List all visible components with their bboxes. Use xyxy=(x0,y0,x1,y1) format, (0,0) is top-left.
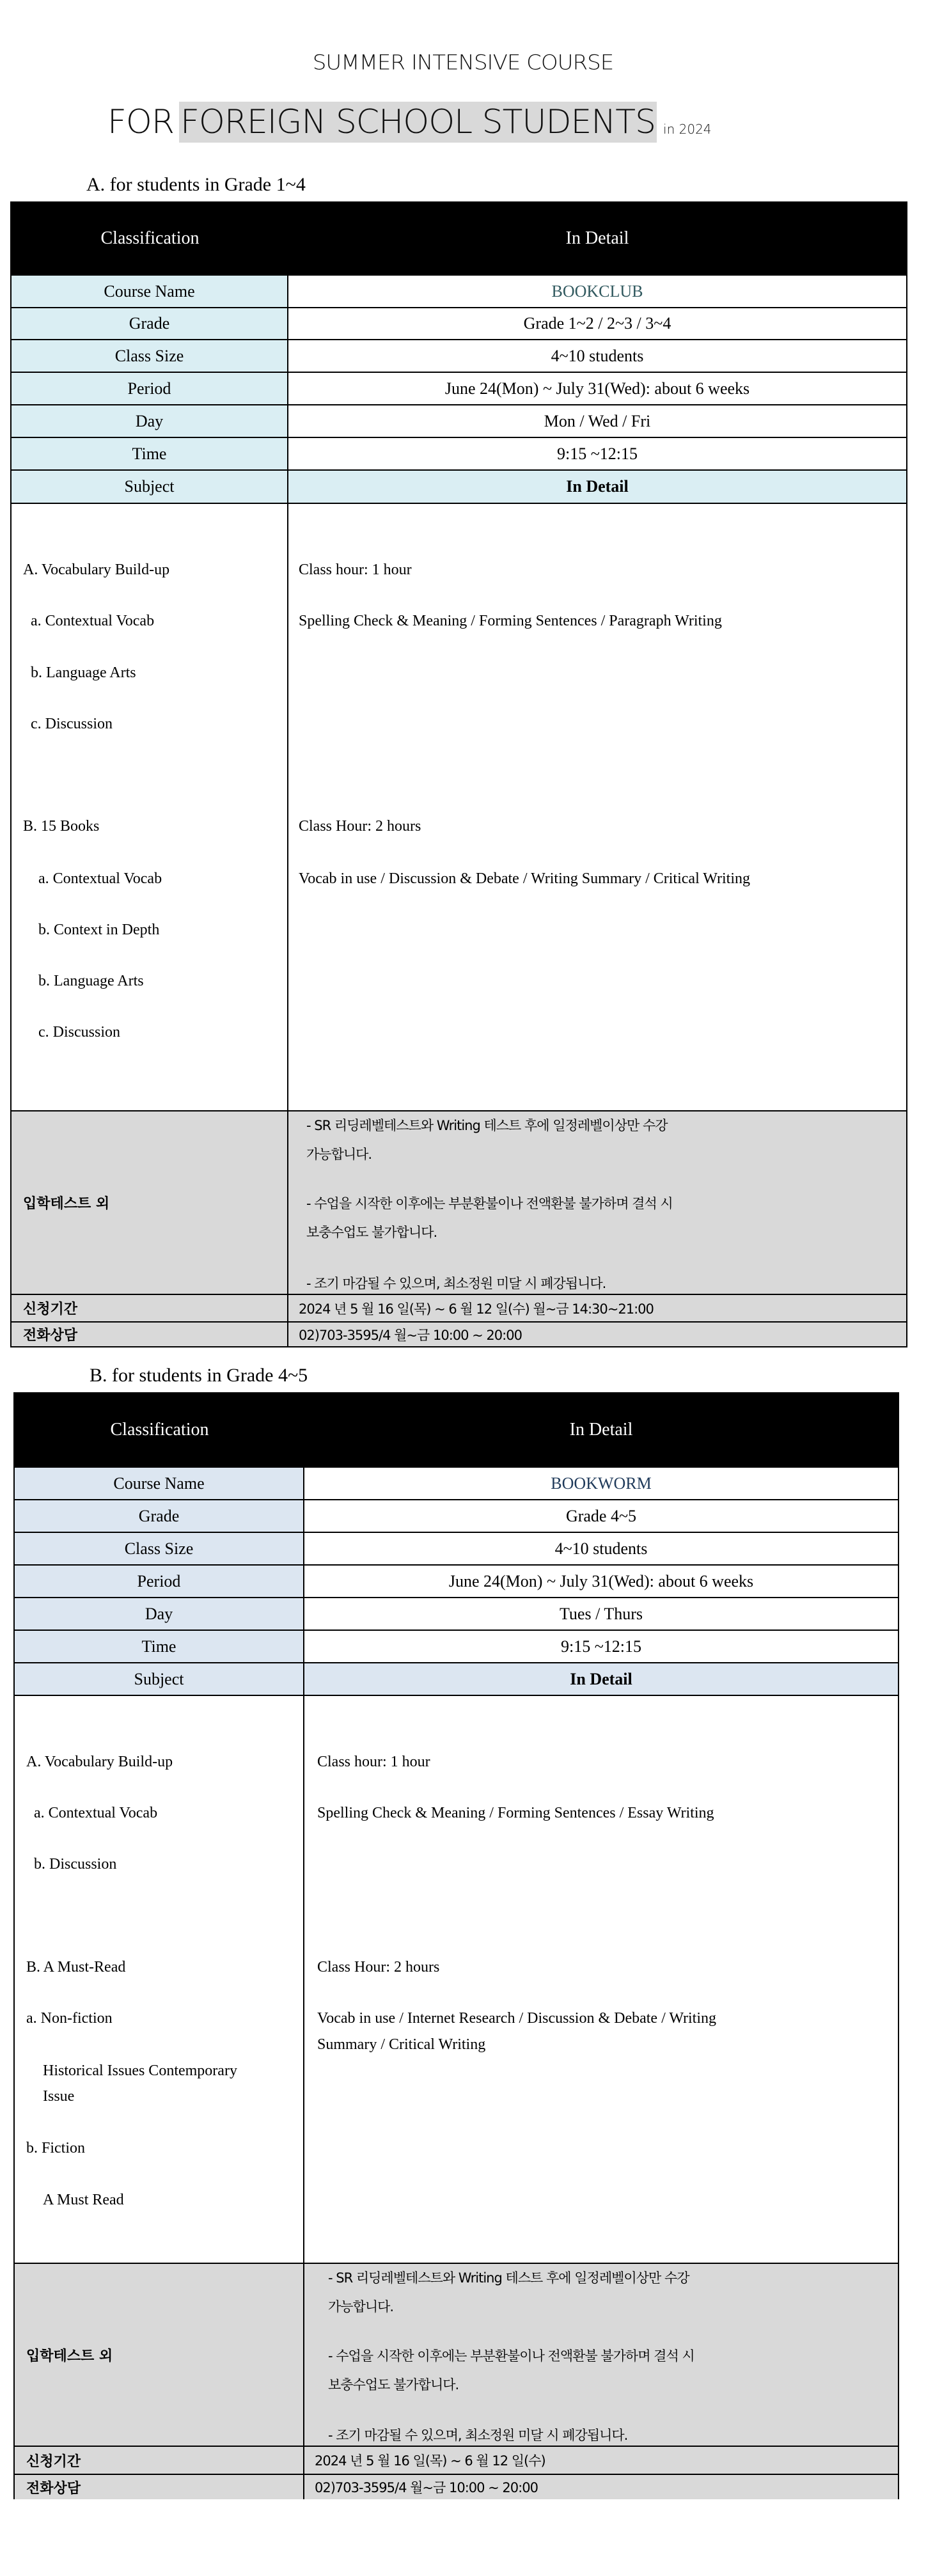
row-label: Grade xyxy=(15,1500,304,1532)
subject-item: Historical Issues Contemporary xyxy=(43,2062,237,2079)
course-table-a xyxy=(10,201,907,1347)
subject-details xyxy=(12,503,906,1110)
table-row-period xyxy=(15,1564,898,1597)
page-subtitle xyxy=(107,101,712,143)
notice-label: 입학테스트 외 xyxy=(12,1111,288,1294)
subject-detail: Vocab in use / Internet Research / Discussion & Debate / Writing xyxy=(317,2010,716,2027)
subject-detail: Spelling Check & Meaning / Forming Sentences / Essay Writing xyxy=(317,1805,714,1821)
table-header xyxy=(12,203,906,274)
subject-item: B. A Must-Read xyxy=(26,1959,126,1975)
application-period-label: 신청기간 xyxy=(12,1295,288,1321)
row-value: In Detail xyxy=(288,471,906,503)
table-row-subject xyxy=(15,1662,898,1695)
subject-item: B. 15 Books xyxy=(23,818,100,835)
row-value: 9:15 ~12:15 xyxy=(288,438,906,469)
row-value: In Detail xyxy=(304,1663,898,1695)
notice-line: 가능합니다. xyxy=(328,2299,394,2314)
notice-line: - SR 리딩레벨테스트와 Writing 테스트 후에 일정레벨이상만 수강 xyxy=(328,2270,689,2286)
table-row-grade xyxy=(15,1499,898,1532)
table-header xyxy=(15,1394,898,1466)
subject-item: A Must Read xyxy=(43,2192,124,2208)
subject-item: b. Context in Depth xyxy=(38,922,160,938)
application-period-row xyxy=(12,1294,906,1321)
subject-item: c. Discussion xyxy=(31,716,113,732)
notice-section xyxy=(12,1110,906,1294)
subject-item: b. Language Arts xyxy=(38,973,144,989)
course-table-b xyxy=(13,1392,899,2499)
table-row-course-name xyxy=(12,274,906,307)
row-label: Subject xyxy=(15,1663,304,1695)
subject-detail: Class hour: 1 hour xyxy=(317,1754,430,1770)
subject-detail: Summary / Critical Writing xyxy=(317,2036,486,2053)
subject-item: b. Language Arts xyxy=(31,664,136,681)
application-period-value: 2024 년 5 월 16 일(목) ~ 6 월 12 일(수) 월~금 14:30~21:00 xyxy=(299,1301,654,1317)
table-row-course-name xyxy=(15,1466,898,1499)
row-label: Subject xyxy=(12,471,288,503)
notice-line: 가능합니다. xyxy=(306,1147,372,1162)
subject-detail: Class Hour: 2 hours xyxy=(317,1959,440,1975)
notice-section xyxy=(15,2263,898,2446)
subject-item: b. Fiction xyxy=(26,2140,86,2156)
subject-list xyxy=(12,504,288,1110)
header-classification: Classification xyxy=(100,228,200,248)
subtitle-highlight: FOREIGN SCHOOL STUDENTS xyxy=(180,103,656,141)
subject-detail: Vocab in use / Discussion & Debate / Writing Summary / Critical Writing xyxy=(299,870,750,887)
subject-item: a. Contextual Vocab xyxy=(34,1805,158,1821)
row-label: Course Name xyxy=(12,276,288,307)
subject-detail: Class hour: 1 hour xyxy=(299,562,412,578)
notice-line: - 수업을 시작한 이후에는 부분환불이나 전액환불 불가하며 결석 시 xyxy=(328,2348,694,2364)
phone-consult-value[interactable]: 02)703-3595/4 월~금 10:00 ~ 20:00 xyxy=(315,2480,538,2495)
row-value: June 24(Mon) ~ July 31(Wed): about 6 weeks xyxy=(288,373,906,404)
row-value: Tues / Thurs xyxy=(304,1598,898,1630)
application-period-row xyxy=(15,2446,898,2474)
table-row-day xyxy=(15,1597,898,1630)
application-period-label: 신청기간 xyxy=(15,2447,304,2474)
row-label: Day xyxy=(12,405,288,437)
row-value: 4~10 students xyxy=(288,340,906,372)
subject-item: a. Contextual Vocab xyxy=(31,613,155,629)
subject-item: b. Discussion xyxy=(34,1856,117,1873)
row-value: Mon / Wed / Fri xyxy=(288,405,906,437)
header-in-detail: In Detail xyxy=(565,228,629,248)
subject-item: c. Discussion xyxy=(38,1024,120,1041)
subtitle-year: in 2024 xyxy=(663,122,712,137)
notice-line: - SR 리딩레벨테스트와 Writing 테스트 후에 일정레벨이상만 수강 xyxy=(306,1118,668,1133)
table-row-class-size xyxy=(12,339,906,372)
table-row-subject xyxy=(12,469,906,503)
notice-line: 보충수업도 불가합니다. xyxy=(306,1225,437,1240)
table-row-grade xyxy=(12,307,906,339)
phone-consult-label: 전화상담 xyxy=(15,2475,304,2499)
table-row-day xyxy=(12,404,906,437)
table-row-time xyxy=(12,437,906,469)
subject-detail: Class Hour: 2 hours xyxy=(299,818,421,835)
row-label: Grade xyxy=(12,308,288,339)
subject-item: a. Contextual Vocab xyxy=(38,870,162,887)
subtitle-for: FOR xyxy=(107,103,174,141)
row-label: Period xyxy=(12,373,288,404)
phone-consult-row xyxy=(15,2474,898,2499)
row-value: June 24(Mon) ~ July 31(Wed): about 6 weeks xyxy=(304,1566,898,1597)
subject-item: A. Vocabulary Build-up xyxy=(26,1754,173,1770)
notice-line: - 수업을 시작한 이후에는 부분환불이나 전액환불 불가하며 결석 시 xyxy=(306,1196,673,1211)
row-value: Grade 1~2 / 2~3 / 3~4 xyxy=(288,308,906,339)
table-row-period xyxy=(12,372,906,404)
notice-line: - 조기 마감될 수 있으며, 최소정원 미달 시 폐강됩니다. xyxy=(328,2428,628,2443)
course-name-value: BOOKCLUB xyxy=(288,276,906,307)
row-value: 9:15 ~12:15 xyxy=(304,1631,898,1662)
row-label: Course Name xyxy=(15,1468,304,1499)
row-label: Time xyxy=(12,438,288,469)
table-row-time xyxy=(15,1630,898,1662)
subject-item: Issue xyxy=(43,2088,75,2105)
page-title: SUMMER INTENSIVE COURSE xyxy=(312,51,614,75)
section-a-heading: A. for students in Grade 1~4 xyxy=(86,174,306,195)
row-label: Class Size xyxy=(12,340,288,372)
row-label: Period xyxy=(15,1566,304,1597)
row-value: 4~10 students xyxy=(304,1533,898,1564)
subject-item: a. Non-fiction xyxy=(26,2010,113,2027)
subject-list xyxy=(15,1696,304,2263)
subject-detail: Spelling Check & Meaning / Forming Sentences / Paragraph Writing xyxy=(299,613,722,629)
row-label: Class Size xyxy=(15,1533,304,1564)
table-row-class-size xyxy=(15,1532,898,1564)
subject-item: A. Vocabulary Build-up xyxy=(23,562,170,578)
phone-consult-label: 전화상담 xyxy=(12,1323,288,1346)
section-b-heading: B. for students in Grade 4~5 xyxy=(90,1365,308,1386)
notice-label: 입학테스트 외 xyxy=(15,2264,304,2446)
subject-details xyxy=(15,1695,898,2263)
row-value: Grade 4~5 xyxy=(304,1500,898,1532)
course-name-value: BOOKWORM xyxy=(304,1468,898,1499)
notice-line: 보충수업도 불가합니다. xyxy=(328,2377,459,2392)
row-label: Time xyxy=(15,1631,304,1662)
notice-line: - 조기 마감될 수 있으며, 최소정원 미달 시 폐강됩니다. xyxy=(306,1276,606,1291)
application-period-value: 2024 년 5 월 16 일(목) ~ 6 월 12 일(수) xyxy=(315,2453,545,2469)
header-in-detail: In Detail xyxy=(569,1420,633,1440)
phone-consult-row xyxy=(12,1321,906,1346)
phone-consult-value[interactable]: 02)703-3595/4 월~금 10:00 ~ 20:00 xyxy=(299,1327,522,1343)
header-classification: Classification xyxy=(110,1420,209,1440)
row-label: Day xyxy=(15,1598,304,1630)
